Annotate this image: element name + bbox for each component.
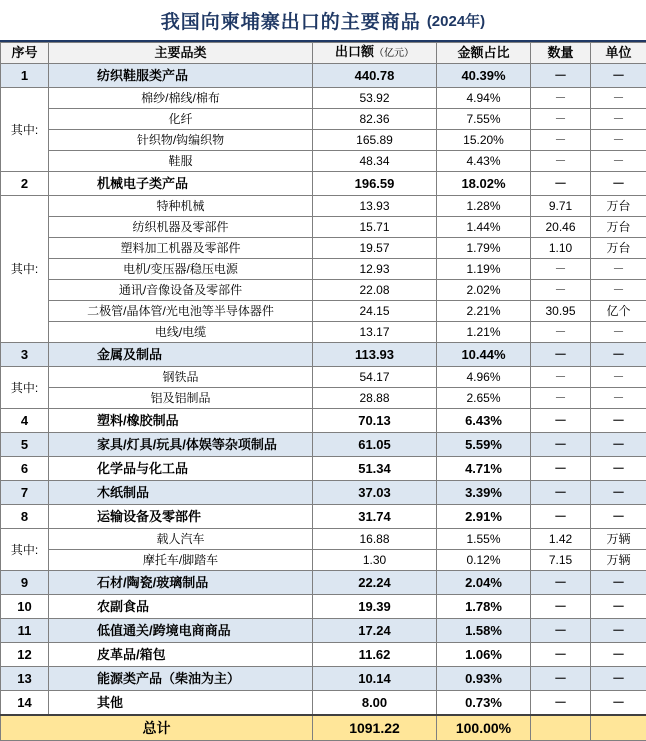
row-share: 2.02% (437, 280, 531, 301)
row-quantity: － (531, 64, 591, 88)
row-category: 特种机械 (49, 196, 313, 217)
table-row (1, 529, 646, 550)
row-share: 6.43% (437, 409, 531, 433)
row-number: 5 (1, 433, 49, 457)
row-quantity: － (531, 409, 591, 433)
total-label: 总计 (1, 715, 313, 741)
row-amount: 19.39 (313, 595, 437, 619)
row-share: 40.39% (437, 64, 531, 88)
row-quantity: － (531, 619, 591, 643)
row-group-label: 其中: (1, 196, 49, 343)
column-header-amount-unit: （亿元） (374, 48, 414, 59)
table-row (1, 409, 646, 433)
row-amount: 8.00 (313, 691, 437, 716)
row-unit: － (591, 619, 646, 643)
table-row (1, 388, 646, 409)
row-quantity: － (531, 388, 591, 409)
row-unit: － (591, 109, 646, 130)
row-category: 电线/电缆 (49, 322, 313, 343)
row-amount: 440.78 (313, 64, 437, 88)
row-unit: － (591, 280, 646, 301)
column-header-amount (313, 43, 437, 64)
row-amount: 113.93 (313, 343, 437, 367)
row-category: 运输设备及零部件 (49, 505, 313, 529)
row-number: 9 (1, 571, 49, 595)
row-number: 1 (1, 64, 49, 88)
row-amount: 48.34 (313, 151, 437, 172)
row-quantity: － (531, 595, 591, 619)
row-category: 家具/灯具/玩具/体娱等杂项制品 (49, 433, 313, 457)
row-quantity: － (531, 343, 591, 367)
table-row (1, 643, 646, 667)
row-unit: 万台 (591, 217, 646, 238)
row-amount: 53.92 (313, 88, 437, 109)
row-share: 0.12% (437, 550, 531, 571)
row-quantity: － (531, 259, 591, 280)
row-quantity: － (531, 367, 591, 388)
total-quantity (531, 715, 591, 741)
table-row (1, 691, 646, 716)
table-row (1, 481, 646, 505)
row-quantity: － (531, 280, 591, 301)
row-share: 2.04% (437, 571, 531, 595)
row-category: 机械电子类产品 (49, 172, 313, 196)
row-category: 棉纱/棉线/棉布 (49, 88, 313, 109)
table-row (1, 367, 646, 388)
row-category: 低值通关/跨境电商商品 (49, 619, 313, 643)
row-category: 皮革品/箱包 (49, 643, 313, 667)
row-category: 其他 (49, 691, 313, 716)
table-row (1, 571, 646, 595)
row-amount: 61.05 (313, 433, 437, 457)
row-number: 14 (1, 691, 49, 716)
row-quantity: 9.71 (531, 196, 591, 217)
row-quantity: － (531, 88, 591, 109)
row-category: 二极管/晶体管/光电池等半导体器件 (49, 301, 313, 322)
export-goods-table (0, 42, 646, 741)
row-unit: － (591, 481, 646, 505)
row-share: 1.58% (437, 619, 531, 643)
row-category: 金属及制品 (49, 343, 313, 367)
row-category: 石材/陶瓷/玻璃制品 (49, 571, 313, 595)
row-category: 化学品与化工品 (49, 457, 313, 481)
table-row (1, 259, 646, 280)
row-quantity: － (531, 457, 591, 481)
table-row (1, 151, 646, 172)
row-amount: 1.30 (313, 550, 437, 571)
row-unit: － (591, 88, 646, 109)
total-amount: 1091.22 (313, 715, 437, 741)
row-quantity: － (531, 667, 591, 691)
row-category: 塑料/橡胶制品 (49, 409, 313, 433)
row-group-label: 其中: (1, 529, 49, 571)
row-unit: － (591, 433, 646, 457)
row-quantity: － (531, 505, 591, 529)
row-share: 7.55% (437, 109, 531, 130)
row-category: 塑料加工机器及零部件 (49, 238, 313, 259)
table-row (1, 217, 646, 238)
row-share: 2.65% (437, 388, 531, 409)
row-amount: 12.93 (313, 259, 437, 280)
row-amount: 70.13 (313, 409, 437, 433)
table-header (1, 43, 646, 64)
row-amount: 15.71 (313, 217, 437, 238)
row-amount: 82.36 (313, 109, 437, 130)
row-unit: 万辆 (591, 550, 646, 571)
row-amount: 22.08 (313, 280, 437, 301)
column-header-share: 金额占比 (437, 43, 531, 64)
row-category: 载人汽车 (49, 529, 313, 550)
row-unit: － (591, 505, 646, 529)
table-total-row (1, 715, 646, 741)
row-category: 纺织机器及零部件 (49, 217, 313, 238)
row-unit: 万台 (591, 238, 646, 259)
row-quantity: 20.46 (531, 217, 591, 238)
row-share: 1.55% (437, 529, 531, 550)
table-row (1, 619, 646, 643)
row-amount: 17.24 (313, 619, 437, 643)
row-category: 纺织鞋服类产品 (49, 64, 313, 88)
row-number: 3 (1, 343, 49, 367)
column-header-quantity: 数量 (531, 43, 591, 64)
row-share: 4.94% (437, 88, 531, 109)
row-amount: 51.34 (313, 457, 437, 481)
row-unit: － (591, 172, 646, 196)
row-share: 4.96% (437, 367, 531, 388)
row-amount: 24.15 (313, 301, 437, 322)
row-quantity: － (531, 109, 591, 130)
row-quantity: － (531, 643, 591, 667)
row-amount: 16.88 (313, 529, 437, 550)
row-quantity: 30.95 (531, 301, 591, 322)
row-number: 12 (1, 643, 49, 667)
row-unit: － (591, 343, 646, 367)
row-quantity: － (531, 322, 591, 343)
row-quantity: 1.42 (531, 529, 591, 550)
row-unit: － (591, 667, 646, 691)
column-header-amount-label: 出口额 (335, 44, 374, 59)
table-row (1, 301, 646, 322)
row-unit: － (591, 130, 646, 151)
row-share: 10.44% (437, 343, 531, 367)
row-share: 0.73% (437, 691, 531, 716)
column-header-no: 序号 (1, 43, 49, 64)
row-number: 8 (1, 505, 49, 529)
row-number: 4 (1, 409, 49, 433)
row-unit: － (591, 691, 646, 716)
page-title-year: (2024年) (427, 10, 485, 31)
row-quantity: － (531, 691, 591, 716)
row-category: 电机/变压器/稳压电源 (49, 259, 313, 280)
row-amount: 10.14 (313, 667, 437, 691)
column-header-unit: 单位 (591, 43, 646, 64)
row-share: 15.20% (437, 130, 531, 151)
row-share: 4.43% (437, 151, 531, 172)
row-quantity: － (531, 433, 591, 457)
table-row (1, 433, 646, 457)
row-share: 18.02% (437, 172, 531, 196)
table-row (1, 322, 646, 343)
table-row (1, 238, 646, 259)
row-amount: 19.57 (313, 238, 437, 259)
row-share: 1.78% (437, 595, 531, 619)
row-amount: 196.59 (313, 172, 437, 196)
row-unit: － (591, 322, 646, 343)
table-row (1, 64, 646, 88)
row-unit: － (591, 595, 646, 619)
row-share: 0.93% (437, 667, 531, 691)
table-header-row (1, 43, 646, 64)
row-category: 农副食品 (49, 595, 313, 619)
row-quantity: － (531, 130, 591, 151)
row-quantity: － (531, 571, 591, 595)
row-amount: 54.17 (313, 367, 437, 388)
table-body (1, 64, 646, 741)
row-amount: 165.89 (313, 130, 437, 151)
row-quantity: 7.15 (531, 550, 591, 571)
row-share: 3.39% (437, 481, 531, 505)
row-share: 1.44% (437, 217, 531, 238)
row-quantity: － (531, 151, 591, 172)
row-unit: 万辆 (591, 529, 646, 550)
table-row (1, 130, 646, 151)
table-row (1, 505, 646, 529)
row-number: 7 (1, 481, 49, 505)
row-share: 4.71% (437, 457, 531, 481)
total-share: 100.00% (437, 715, 531, 741)
row-number: 11 (1, 619, 49, 643)
row-number: 10 (1, 595, 49, 619)
row-category: 鞋服 (49, 151, 313, 172)
row-share: 1.19% (437, 259, 531, 280)
row-share: 5.59% (437, 433, 531, 457)
row-category: 钢铁品 (49, 367, 313, 388)
column-header-category: 主要品类 (49, 43, 313, 64)
row-share: 1.06% (437, 643, 531, 667)
table-row (1, 109, 646, 130)
table-row (1, 172, 646, 196)
row-share: 2.21% (437, 301, 531, 322)
row-share: 2.91% (437, 505, 531, 529)
row-number: 6 (1, 457, 49, 481)
table-row (1, 667, 646, 691)
table-row (1, 550, 646, 571)
row-unit: 亿个 (591, 301, 646, 322)
row-unit: － (591, 367, 646, 388)
row-unit: － (591, 64, 646, 88)
total-unit (591, 715, 646, 741)
row-amount: 11.62 (313, 643, 437, 667)
row-unit: 万台 (591, 196, 646, 217)
row-category: 通讯/音像设备及零部件 (49, 280, 313, 301)
row-share: 1.79% (437, 238, 531, 259)
row-unit: － (591, 643, 646, 667)
row-amount: 31.74 (313, 505, 437, 529)
row-amount: 13.17 (313, 322, 437, 343)
row-number: 2 (1, 172, 49, 196)
row-unit: － (591, 388, 646, 409)
row-share: 1.28% (437, 196, 531, 217)
table-row (1, 343, 646, 367)
row-unit: － (591, 571, 646, 595)
table-row (1, 196, 646, 217)
page-title-bar (0, 0, 646, 42)
row-group-label: 其中: (1, 367, 49, 409)
row-category: 能源类产品（柴油为主） (49, 667, 313, 691)
row-amount: 28.88 (313, 388, 437, 409)
row-unit: － (591, 457, 646, 481)
row-quantity: － (531, 481, 591, 505)
table-row (1, 457, 646, 481)
row-share: 1.21% (437, 322, 531, 343)
row-unit: － (591, 151, 646, 172)
row-category: 针织物/钩编织物 (49, 130, 313, 151)
row-category: 铝及铝制品 (49, 388, 313, 409)
row-unit: － (591, 259, 646, 280)
row-group-label: 其中: (1, 88, 49, 172)
table-row (1, 595, 646, 619)
row-amount: 13.93 (313, 196, 437, 217)
row-category: 化纤 (49, 109, 313, 130)
row-amount: 22.24 (313, 571, 437, 595)
table-row (1, 88, 646, 109)
row-category: 摩托车/脚踏车 (49, 550, 313, 571)
row-quantity: － (531, 172, 591, 196)
row-amount: 37.03 (313, 481, 437, 505)
row-quantity: 1.10 (531, 238, 591, 259)
page-title: 我国向柬埔寨出口的主要商品 (161, 7, 421, 34)
table-row (1, 280, 646, 301)
row-number: 13 (1, 667, 49, 691)
row-category: 木纸制品 (49, 481, 313, 505)
row-unit: － (591, 409, 646, 433)
